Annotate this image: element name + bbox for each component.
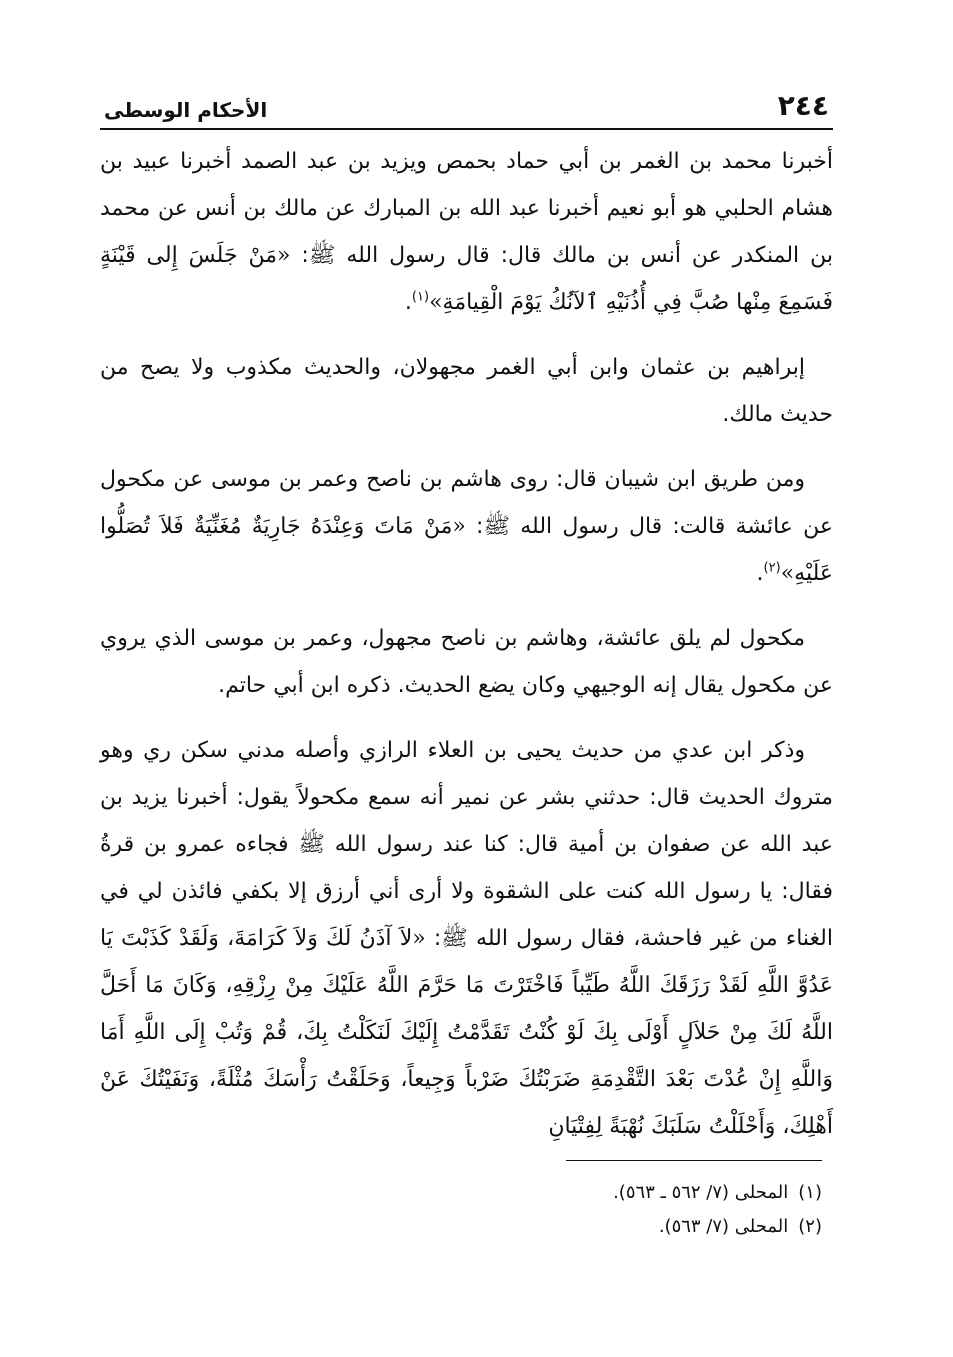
footnote-ref-1: (١) — [411, 289, 430, 305]
paragraph-hadith-2 — [100, 456, 833, 597]
paragraph-hadith-3 — [100, 727, 833, 1150]
hadith-quote: «مَنْ جَلَسَ إِلى قَيْنَةٍ فَسَمِعَ مِنْها صُبَّ فِي أُذُنَيْهِ ٱلآنُكُ يَوْمَ الْقِيامَةِ» — [100, 243, 833, 315]
paragraph-text: إبراهيم بن عثمان وابن أبي الغمر مجهولان، والحديث مكذوب ولا يصح من حديث مالك. — [100, 355, 833, 427]
footnote-text: المحلى (٧/ ٥٦٣). — [658, 1216, 789, 1237]
page-header — [100, 88, 833, 130]
paragraph-commentary-2 — [100, 615, 833, 709]
sentence-end: . — [756, 561, 764, 586]
document-page — [100, 88, 833, 1168]
footnote-divider — [566, 1160, 822, 1161]
sentence-end: . — [404, 290, 412, 315]
footnote-1 — [400, 1176, 822, 1210]
footnote-number: (١) — [798, 1182, 822, 1203]
footnotes — [400, 1176, 822, 1244]
paragraph-text: أخبرنا محمد بن الغمر بن أبي حماد بحمص ويزيد بن عبد الصمد أخبرنا عبيد بن هشام الحلبي هو أبو نعيم أخبرنا عبد الله بن المبارك عن مالك بن أنس عن محمد بن المنكدر عن أنس بن مالك قال: قال رسول الله ﷺ: — [100, 149, 833, 268]
paragraph-text: وذكر ابن عدي من حديث يحيى بن العلاء الرازي وأصله مدني سكن ري وهو متروك الحديث قال: حدثني بشر عن نمير أنه سمع مكحولاً يقول: أخبرنا يزيد بن عبد الله عن صفوان بن أمية قال: كنا عند رسول الله ﷺ فجاءه عمرو بن قرةُ فقال: يا رسول الله كنت على الشقوة ولا أرى أني أرزق إلا بكفي فائذن لي في الغناء من غير فاحشة، فقال رسول الله ﷺ: — [100, 738, 833, 951]
paragraph-text: ومن طريق ابن شيبان قال: روى هاشم بن ناصح وعمر بن موسى عن مكحول عن عائشة قالت: قال رسول الله ﷺ: — [100, 467, 833, 539]
page-number: ٢٤٤ — [777, 89, 829, 122]
footnote-ref-2: (٢) — [763, 560, 781, 576]
paragraph-hadith-1 — [100, 138, 833, 326]
hadith-quote: «لاَ آذَنُ لَكَ وَلاَ كَرَامَةَ، وَلَقَدْ كَذَبْتَ يَا عَدُوَّ اللَّهِ لَقَدْ رَزَقَكَ اللَّهُ طَيِّباً فَاخْتَرْتَ مَا حَرَّمَ اللَّهُ عَلَيْكَ مِنْ رِزْقِهِ، وَكَانَ مَا أَحَلَّ اللَّهُ لَكَ مِنْ حَلاَلٍ أَوْلَى بِكَ لَوْ كُنْتُ تَقَدَّمْتُ إِلَيْكَ لَنَكَلْتُ بِكَ، قُمْ وَتُبْ إِلَى اللَّهِ أَمَا وَاللَّهِ إِنْ عُدْتَ بَعْدَ التَّقْدِمَةِ ضَرَبْتُكَ ضَرْباً وَجِيعاً، وَحَلَقْتُ رَأْسَكَ مُثْلَةً، وَنَفَيْتُكَ عَنْ أَهْلِكَ، وَأَحْلَلْتُ سَلَبَكَ نُهْبَةً لِفِتْيَانِ — [100, 926, 833, 1139]
footnote-text: المحلى (٧/ ٥٦٢ ـ ٥٦٣). — [613, 1182, 789, 1203]
hadith-quote: «مَنْ مَاتَ وَعِنْدَهُ جَارِيَةٌ مُغَنِّيَةٌ فَلاَ تُصَلُّوا عَلَيْهِ» — [100, 514, 833, 586]
body-text — [100, 138, 833, 1150]
paragraph-text: مكحول لم يلق عائشة، وهاشم بن ناصح مجهول، وعمر بن موسى الذي يروي عن مكحول يقال إنه الوجيهي وكان يضع الحديث. ذكره ابن أبي حاتم. — [100, 626, 833, 698]
footnote-2 — [400, 1210, 822, 1244]
running-title: الأحكام الوسطى — [104, 98, 268, 122]
footnote-number: (٢) — [798, 1216, 822, 1237]
paragraph-commentary-1 — [100, 344, 833, 438]
